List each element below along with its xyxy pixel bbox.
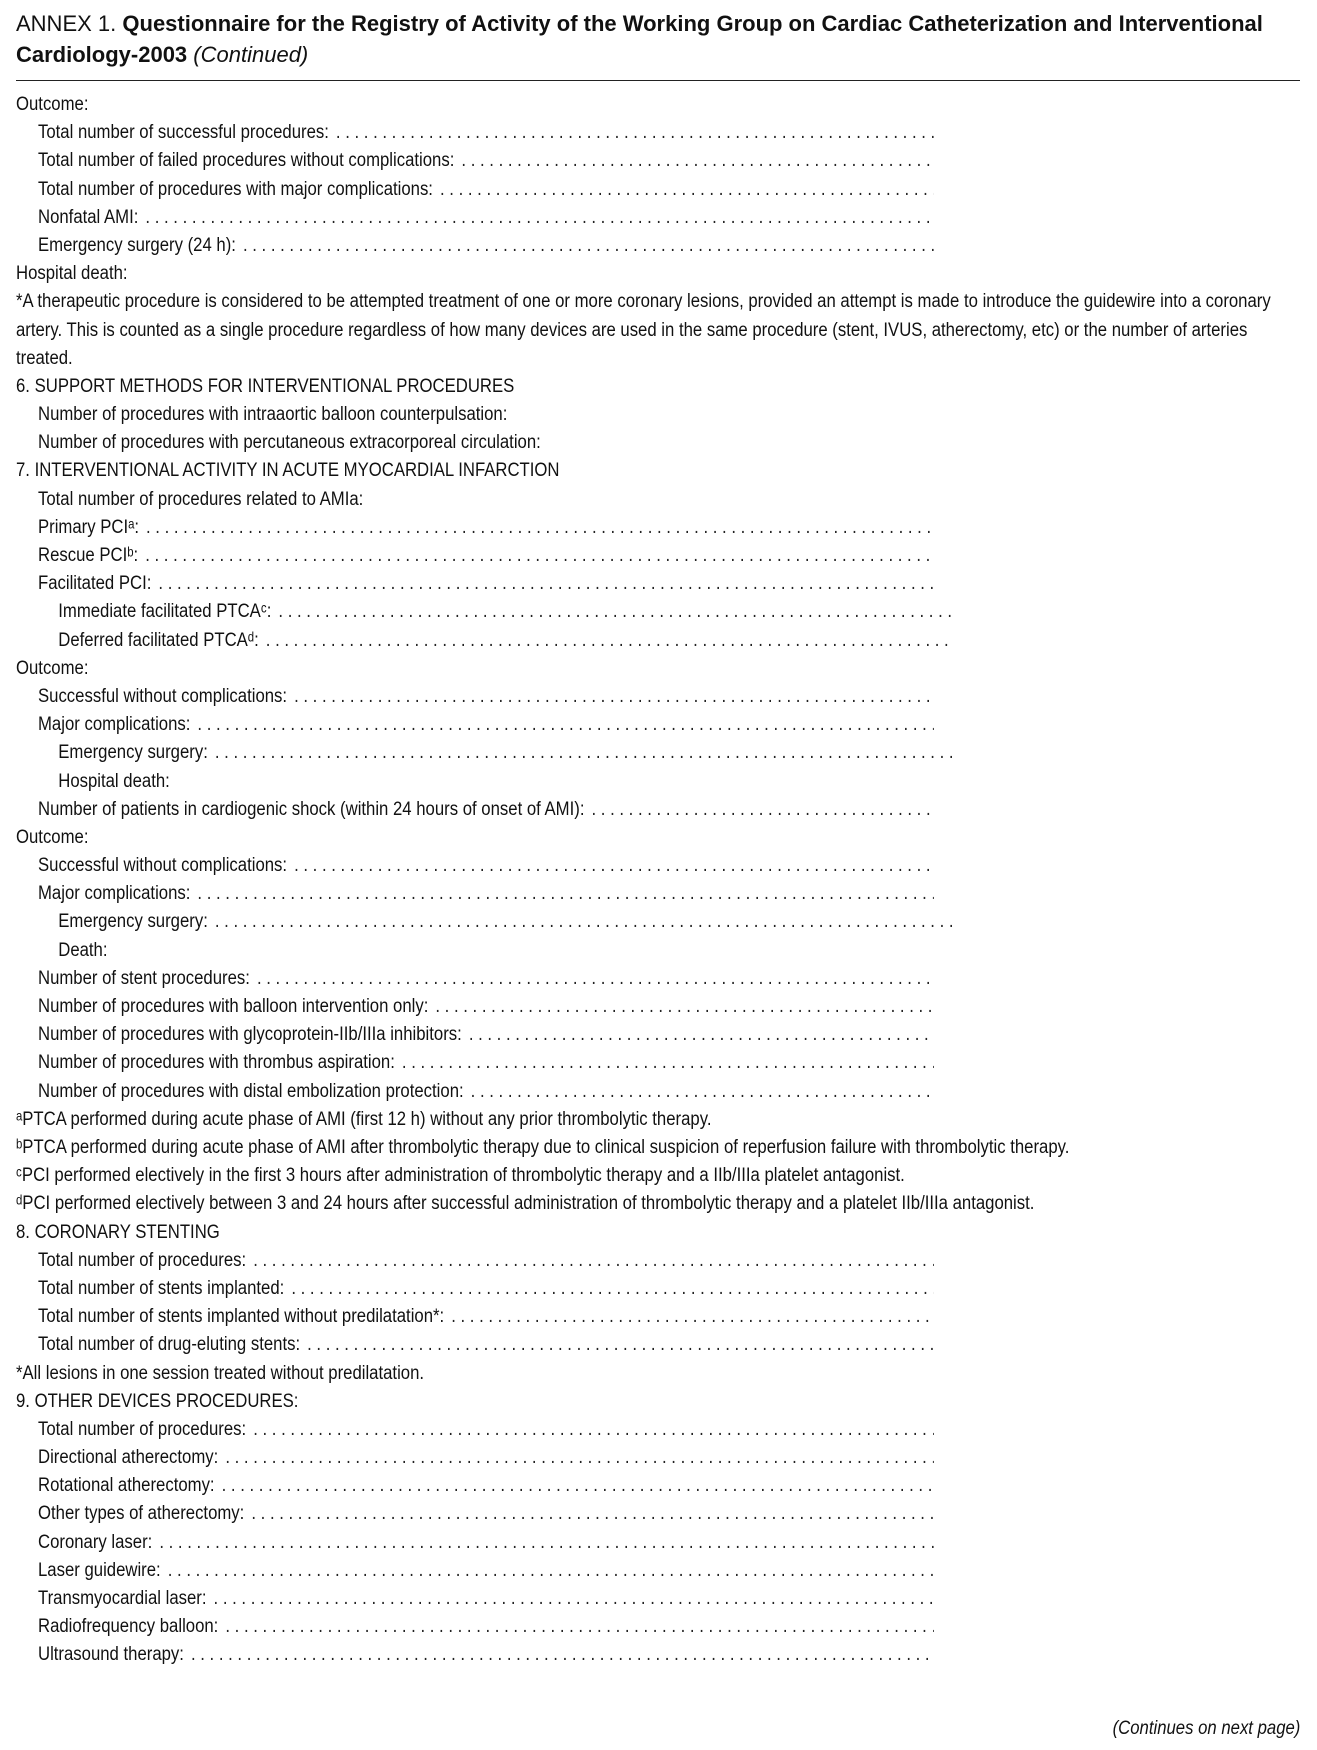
dot-leader — [168, 1557, 934, 1585]
line-label: Total number of failed procedures without complications: — [38, 150, 455, 172]
dot-leader — [158, 570, 933, 598]
text-line — [16, 655, 912, 683]
line-label: Outcome: — [16, 94, 89, 115]
dot-leader — [214, 1585, 934, 1613]
text-line — [16, 1106, 912, 1134]
line-label: Number of procedures with balloon intervention only: — [38, 996, 429, 1018]
title-bold: Questionnaire for the Registry of Activity of the Working Group on Cardiac Catheterization and Interventional Cardiology-2003 — [16, 11, 1263, 67]
form-field-line — [16, 514, 934, 542]
dot-leader — [251, 1500, 933, 1528]
text-line — [16, 1162, 912, 1190]
page-title — [16, 8, 1300, 70]
line-label: ᵃPTCA performed during acute phase of AMI (first 12 h) without any prior thrombolytic therapy. — [16, 1108, 712, 1130]
line-label: ᵈPCI performed electively between 3 and 24 hours after successful administration of thrombolytic therapy and a platelet IIb/IIIa antagonist. — [16, 1193, 1035, 1215]
form-field-line — [16, 1613, 934, 1641]
dot-leader — [469, 1021, 934, 1049]
line-label: Emergency surgery (24 h): — [38, 234, 236, 256]
text-line — [16, 1388, 912, 1416]
line-label: Nonfatal AMI: — [38, 206, 139, 228]
text-line — [16, 937, 954, 965]
dot-leader — [146, 514, 934, 542]
line-label: Radiofrequency balloon: — [38, 1616, 219, 1638]
line-label: Number of procedures with thrombus aspiration: — [38, 1052, 395, 1074]
form-field-line — [16, 232, 934, 260]
text-line — [16, 1134, 1300, 1162]
dot-leader — [307, 1331, 934, 1359]
form-field-line — [16, 1078, 934, 1106]
dot-leader — [291, 1275, 934, 1303]
form-field-line — [16, 1500, 934, 1528]
line-label: Number of procedures with glycoprotein-IIb/IIIa inhibitors: — [38, 1024, 462, 1046]
line-label: Emergency surgery: — [58, 742, 208, 764]
line-label: ᶜPCI performed electively in the first 3 hours after administration of thrombolytic therapy and a IIb/IIIa platelet antagonist. — [16, 1165, 905, 1187]
dot-leader — [145, 204, 933, 232]
form-field-line — [16, 908, 954, 936]
line-label: Directional atherectomy: — [38, 1447, 219, 1469]
line-label: 8. CORONARY STENTING — [16, 1221, 220, 1243]
text-line — [16, 486, 934, 514]
line-label: Number of patients in cardiogenic shock (within 24 hours of onset of AMI): — [38, 798, 585, 820]
line-label: Total number of stents implanted without predilatation*: — [38, 1306, 445, 1328]
form-field-line — [16, 570, 934, 598]
text-line — [16, 768, 954, 796]
form-field-line — [16, 1247, 934, 1275]
dot-leader — [266, 627, 954, 655]
dot-leader — [243, 232, 934, 260]
text-line — [16, 1360, 912, 1388]
line-label: Number of stent procedures: — [38, 967, 250, 989]
line-label: Number of procedures with intraaortic balloon counterpulsation: — [38, 404, 508, 426]
document-page — [16, 8, 1300, 1670]
form-field-line — [16, 598, 954, 626]
form-field-line — [16, 1049, 934, 1077]
dot-leader — [225, 1444, 934, 1472]
dot-leader — [257, 965, 934, 993]
form-field-line — [16, 711, 934, 739]
line-label: Total number of procedures: — [38, 1418, 247, 1440]
line-label: Ultrasound therapy: — [38, 1644, 184, 1666]
form-field-line — [16, 119, 934, 147]
line-label: Rotational atherectomy: — [38, 1475, 215, 1497]
form-field-line — [16, 147, 934, 175]
line-label: Total number of stents implanted: — [38, 1277, 285, 1299]
form-field-line — [16, 1641, 934, 1669]
line-label: Facilitated PCI: — [38, 573, 152, 595]
form-field-line — [16, 542, 934, 570]
form-field-line — [16, 1529, 934, 1557]
text-line — [16, 457, 912, 485]
dot-leader — [215, 908, 954, 936]
text-line — [16, 260, 912, 288]
form-field-line — [16, 1303, 934, 1331]
text-line — [16, 288, 1300, 373]
text-line — [16, 1219, 912, 1247]
line-label: Major complications: — [38, 714, 191, 736]
line-label: Number of procedures with distal embolization protection: — [38, 1080, 464, 1102]
line-label: Other types of atherectomy: — [38, 1503, 245, 1525]
line-label: Total number of procedures with major complications: — [38, 178, 433, 200]
form-field-line — [16, 993, 934, 1021]
line-label: Outcome: — [16, 826, 89, 848]
dot-leader — [215, 739, 954, 767]
line-label: Emergency surgery: — [58, 911, 208, 933]
form-field-line — [16, 1557, 934, 1585]
form-field-line — [16, 796, 934, 824]
line-label: Hospital death: — [16, 263, 128, 285]
dot-leader — [294, 683, 934, 711]
dot-leader — [461, 147, 933, 175]
form-field-line — [16, 1331, 934, 1359]
text-line — [16, 824, 912, 852]
dot-leader — [336, 119, 934, 147]
dot-leader — [435, 993, 933, 1021]
line-label: Deferred facilitated PTCAᵈ: — [58, 629, 259, 651]
line-label: Outcome: — [16, 657, 89, 679]
dot-leader — [278, 598, 954, 626]
text-line — [16, 373, 912, 401]
header-rule — [16, 80, 1300, 81]
line-label: Total number of drug-eluting stents: — [38, 1334, 301, 1356]
dot-leader — [222, 1472, 934, 1500]
form-field-line — [16, 204, 934, 232]
form-field-line — [16, 1021, 934, 1049]
line-label: ᵇPTCA performed during acute phase of AMI after thrombolytic therapy due to clinical suspicion of reperfusion failure with thrombolytic therapy. — [16, 1136, 1070, 1158]
dot-leader — [402, 1049, 934, 1077]
line-label: Hospital death: — [58, 770, 170, 792]
form-field-line — [16, 627, 954, 655]
line-label: Laser guidewire: — [38, 1559, 161, 1581]
form-field-line — [16, 739, 954, 767]
dot-leader — [145, 542, 934, 570]
dot-leader — [440, 176, 934, 204]
dot-leader — [191, 1641, 934, 1669]
form-field-line — [16, 880, 934, 908]
form-field-line — [16, 1275, 934, 1303]
text-line — [16, 1190, 1035, 1218]
line-label: Death: — [58, 939, 108, 961]
line-label: Total number of procedures related to AMIa: — [38, 488, 364, 510]
line-label: *All lesions in one session treated without predilatation. — [16, 1362, 425, 1384]
line-label: 6. SUPPORT METHODS FOR INTERVENTIONAL PROCEDURES — [16, 375, 515, 397]
form-field-line — [16, 1585, 934, 1613]
text-line — [16, 429, 934, 457]
text-line — [16, 401, 934, 429]
dot-leader — [159, 1529, 933, 1557]
dot-leader — [225, 1613, 933, 1641]
dot-leader — [197, 711, 933, 739]
line-label: *A therapeutic procedure is considered to be attempted treatment of one or more coronary lesions, provided an attempt is made to introduce the guidewire into a coronary artery. This is counted as a single procedure regardless of how many devices are used in the same procedure (stent, IVUS, atherectomy, etc) or the number of arteries treated. — [16, 291, 1271, 369]
line-label: Immediate facilitated PTCAᶜ: — [58, 601, 272, 623]
line-label: Total number of procedures: — [38, 1249, 247, 1271]
line-label: Transmyocardial laser: — [38, 1588, 207, 1609]
line-label: Number of procedures with percutaneous extracorporeal circulation: — [38, 432, 541, 454]
dot-leader — [253, 1247, 934, 1275]
form-field-line — [16, 1444, 934, 1472]
form-field-line — [16, 1416, 934, 1444]
line-label: Major complications: — [38, 883, 191, 905]
line-label: Successful without complications: — [38, 685, 288, 707]
continues-note: (Continues on next page) — [1112, 1718, 1300, 1739]
questionnaire-lines — [16, 91, 1300, 1670]
dot-leader — [592, 796, 934, 824]
line-label: 7. INTERVENTIONAL ACTIVITY IN ACUTE MYOCARDIAL INFARCTION — [16, 460, 560, 482]
form-field-line — [16, 965, 934, 993]
line-label: 9. OTHER DEVICES PROCEDURES: — [16, 1390, 299, 1412]
form-field-line — [16, 1472, 934, 1500]
line-label: Successful without complications: — [38, 855, 288, 877]
dot-leader — [197, 880, 933, 908]
line-label: Total number of successful procedures: — [38, 122, 329, 144]
text-line — [16, 91, 912, 119]
line-label: Coronary laser: — [38, 1531, 153, 1553]
dot-leader — [471, 1078, 934, 1106]
dot-leader — [451, 1303, 934, 1331]
title-continued: (Continued) — [193, 42, 309, 67]
line-label: Primary PCIᵃ: — [38, 516, 139, 538]
form-field-line — [16, 852, 934, 880]
annex-label: ANNEX 1. — [16, 11, 117, 36]
dot-leader — [253, 1416, 934, 1444]
form-field-line — [16, 176, 934, 204]
line-label: Rescue PCIᵇ: — [38, 545, 139, 567]
form-field-line — [16, 683, 934, 711]
dot-leader — [294, 852, 934, 880]
